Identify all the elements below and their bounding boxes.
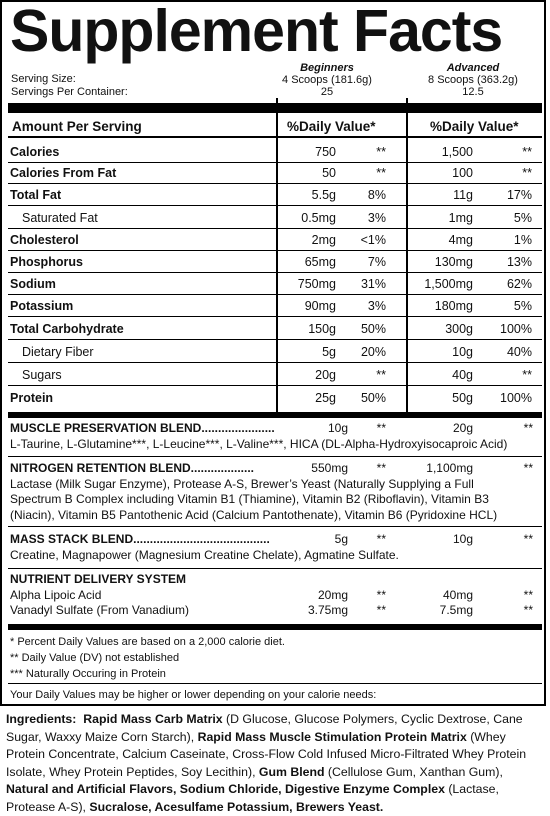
advanced-daily-value: 100%	[500, 391, 532, 405]
nutrient-name: Sodium	[10, 277, 56, 291]
nutrient-name: Saturated Fat	[22, 211, 98, 225]
divider	[8, 456, 542, 457]
ingredient-carb-matrix: Rapid Mass Carb Matrix	[83, 712, 223, 726]
row-divider	[8, 362, 542, 363]
vanadyl-beginners-amount: 3.75mg	[307, 603, 348, 617]
mass-blend-title: MASS STACK BLEND.........................................	[10, 532, 270, 546]
alpha-lipoic-advanced-dv: **	[523, 587, 533, 602]
footnote-naturally-occurring: *** Naturally Occuring in Protein	[10, 668, 166, 680]
footnote-calorie-needs: Your Daily Values may be higher or lower depending on your calorie needs:	[10, 689, 377, 701]
beginners-amount: 5.5g	[311, 188, 336, 202]
nutrient-row	[10, 387, 540, 409]
daily-value-header-beginners: %Daily Value*	[287, 119, 376, 134]
row-divider	[8, 205, 542, 206]
advanced-amount: 1mg	[448, 211, 473, 225]
servings-per-container-label: Servings Per Container:	[11, 86, 128, 98]
advanced-amount: 130mg	[434, 255, 473, 269]
advanced-daily-value: 1%	[513, 233, 532, 247]
nutrient-row	[10, 184, 540, 206]
advanced-amount: 11g	[453, 188, 473, 202]
alpha-lipoic-beginners-dv: **	[376, 587, 386, 602]
advanced-daily-value: 13%	[506, 255, 532, 269]
vanadyl-beginners-dv: **	[376, 603, 386, 617]
nitrogen-blend-beginners-amount: 550mg	[311, 461, 348, 475]
ingredient-carb-matrix-detail: (D Glucose, Glucose Polymers, Cyclic Dextrose, Cane Sugar, Waxxy Maize Corn Starch),	[6, 712, 523, 744]
ingredient-protein-matrix: Rapid Mass Muscle Stimulation Protein Matrix	[197, 729, 467, 744]
divider	[8, 526, 542, 527]
mass-blend-beginners-amount: 5g	[334, 532, 348, 546]
amount-per-serving-header: Amount Per Serving	[12, 119, 142, 134]
divider	[8, 683, 542, 684]
nutrient-row	[10, 229, 540, 251]
nutrient-name: Potassium	[10, 299, 74, 313]
ingredient-gum-blend-detail: (Cellulose Gum, Xanthan Gum),	[324, 764, 503, 779]
nitrogen-blend-advanced-amount: 1,100mg	[426, 461, 473, 475]
delivery-item-alpha-lipoic: Alpha Lipoic Acid	[10, 587, 102, 602]
beginners-servings: 25	[320, 86, 334, 98]
mass-blend-ingredients: Creatine, Magnapower (Magnesium Creatine Chelate), Agmatine Sulfate.	[10, 547, 399, 562]
muscle-blend-advanced-amount: 20g	[452, 421, 473, 435]
advanced-amount: 1,500	[441, 145, 473, 159]
advanced-daily-value: **	[522, 368, 532, 382]
beginners-daily-value: 50%	[360, 322, 386, 336]
muscle-blend-advanced-dv: **	[523, 421, 533, 435]
beginners-daily-value: 7%	[367, 255, 386, 269]
divider	[8, 568, 542, 569]
beginners-header	[257, 62, 397, 98]
beginners-title: Beginners	[300, 62, 354, 74]
nutrient-name: Calories From Fat	[10, 166, 117, 180]
advanced-amount: 40g	[452, 368, 473, 382]
nutrient-row	[10, 207, 540, 229]
serving-size-label: Serving Size:	[11, 73, 76, 85]
beginners-amount: 50	[322, 166, 336, 180]
beginners-daily-value: 8%	[367, 188, 386, 202]
beginners-amount: 25g	[315, 391, 336, 405]
advanced-daily-value: 17%	[506, 188, 532, 202]
row-divider	[8, 385, 542, 386]
nutrient-row	[10, 251, 540, 273]
beginners-amount: 65mg	[304, 255, 336, 269]
nutrient-name: Cholesterol	[10, 233, 79, 247]
nutrient-name: Total Fat	[10, 188, 62, 202]
nutrient-name: Phosphorus	[10, 255, 83, 269]
nitrogen-blend-advanced-dv: **	[523, 461, 533, 475]
nutrient-name: Total Carbohydrate	[10, 322, 124, 336]
beginners-amount: 20g	[315, 368, 336, 382]
alpha-lipoic-advanced-amount: 40mg	[442, 587, 473, 602]
nutrient-name: Calories	[10, 145, 60, 159]
advanced-daily-value: **	[522, 166, 532, 180]
advanced-amount: 180mg	[434, 299, 473, 313]
ingredient-protein-matrix-detail: (Whey Protein Concentrate, Calcium Caseinate, Cross-Flow Cold Infused Micro-Filtrated Whey Protein Isolate, Whey Protein Peptides, Soy Lecithin),	[6, 729, 527, 779]
muscle-blend-beginners-dv: **	[376, 421, 386, 435]
beginners-amount: 90mg	[304, 299, 336, 313]
advanced-amount: 50g	[452, 391, 473, 405]
muscle-blend-ingredients: L-Taurine, L-Glutamine***, L-Leucine***, L-Valine***, HICA (DL-Alpha-Hydroxyisocaproic Acid)	[10, 436, 508, 451]
ingredients-label: Ingredients:	[6, 712, 77, 726]
mass-blend-beginners-dv: **	[376, 532, 386, 546]
beginners-daily-value: 50%	[360, 391, 386, 405]
advanced-daily-value: 100%	[500, 322, 532, 336]
footnote-dv-not-established: ** Daily Value (DV) not established	[10, 652, 180, 664]
beginners-amount: 150g	[308, 322, 336, 336]
nitrogen-blend-ingredients-line-2: Spectrum B Complex including Vitamin B1 (Thiamine), Vitamin B2 (Riboflavin), Vitamin B3	[10, 492, 489, 506]
beginners-daily-value: **	[376, 145, 386, 159]
footnote-daily-values: * Percent Daily Values are based on a 2,000 calorie diet.	[10, 636, 285, 648]
advanced-serving-size: 8 Scoops (363.2g)	[428, 74, 518, 86]
panel-title: Supplement Facts	[10, 0, 503, 64]
beginners-amount: 750mg	[297, 277, 336, 291]
advanced-amount: 4mg	[448, 233, 473, 247]
beginners-daily-value: 31%	[360, 277, 386, 291]
advanced-daily-value: 40%	[506, 345, 532, 359]
beginners-serving-size: 4 Scoops (181.6g)	[282, 74, 372, 86]
beginners-daily-value: **	[376, 166, 386, 180]
advanced-header	[403, 62, 543, 98]
nutrient-row	[10, 341, 540, 363]
advanced-servings: 12.5	[462, 86, 484, 98]
nutrient-row	[10, 318, 540, 340]
beginners-amount: 2mg	[311, 233, 336, 247]
advanced-amount: 1,500mg	[424, 277, 473, 291]
vanadyl-advanced-amount: 7.5mg	[439, 603, 473, 617]
ingredient-sweeteners: Sucralose, Acesulfame Potassium, Brewers Yeast.	[89, 799, 384, 814]
vanadyl-advanced-dv: **	[523, 603, 533, 617]
advanced-daily-value: 5%	[513, 299, 532, 313]
beginners-amount: 5g	[322, 345, 336, 359]
ingredient-enzyme-detail: (Lactase, Protease A-S),	[6, 782, 499, 814]
nutrient-row	[10, 162, 540, 184]
beginners-amount: 0.5mg	[301, 211, 336, 225]
advanced-amount: 100	[452, 166, 473, 180]
beginners-daily-value: 3%	[367, 211, 386, 225]
advanced-title: Advanced	[446, 62, 500, 74]
header-divider	[8, 136, 542, 138]
delivery-item-vanadyl: Vanadyl Sulfate (From Vanadium)	[10, 603, 189, 617]
row-divider	[8, 316, 542, 317]
beginners-daily-value: <1%	[360, 233, 386, 247]
nitrogen-blend-ingredients-line-1: Lactase (Milk Sugar Enzyme), Protease A-S, Brewer’s Yeast (Naturally Supplying a Full	[10, 476, 474, 491]
beginners-amount: 750	[315, 145, 336, 159]
nutrient-row	[10, 295, 540, 317]
advanced-daily-value: 5%	[513, 211, 532, 225]
thick-divider-footnotes	[8, 624, 542, 630]
advanced-amount: 10g	[452, 345, 473, 359]
nutrient-name: Sugars	[22, 368, 62, 382]
thick-divider-blends	[8, 412, 542, 418]
mass-blend-advanced-amount: 10g	[452, 532, 473, 546]
nutrient-row	[10, 141, 540, 163]
daily-value-header-advanced: %Daily Value*	[430, 119, 519, 134]
delivery-title: NUTRIENT DELIVERY SYSTEM	[10, 572, 187, 586]
nitrogen-blend-beginners-dv: **	[376, 461, 386, 475]
advanced-amount: 300g	[445, 322, 473, 336]
ingredient-flavors-enzymes: Natural and Artificial Flavors, Sodium Chloride, Digestive Enzyme Complex	[6, 782, 445, 796]
ingredients-paragraph	[6, 711, 544, 816]
advanced-daily-value: **	[522, 145, 532, 159]
beginners-daily-value: **	[376, 368, 386, 382]
thick-divider	[8, 103, 542, 113]
alpha-lipoic-beginners-amount: 20mg	[317, 587, 348, 602]
nutrient-row	[10, 273, 540, 295]
nutrient-row	[10, 364, 540, 386]
nutrient-name: Dietary Fiber	[22, 345, 94, 359]
beginners-daily-value: 20%	[360, 345, 386, 359]
nitrogen-blend-ingredients-line-3: (Niacin), Vitamin B5 Pantothenic Acid (Calcium Pantothenate), Vitamin B6 (Pyridoxine HCL)	[10, 507, 498, 522]
advanced-daily-value: 62%	[506, 277, 532, 291]
nitrogen-blend-title: NITROGEN RETENTION BLEND...................	[10, 461, 255, 475]
beginners-daily-value: 3%	[367, 299, 386, 313]
row-divider	[8, 339, 542, 340]
muscle-blend-beginners-amount: 10g	[327, 421, 348, 435]
ingredient-gum-blend: Gum Blend	[258, 764, 325, 779]
nutrient-name: Protein	[10, 391, 54, 405]
muscle-blend-title: MUSCLE PRESERVATION BLEND......................	[10, 421, 275, 435]
mass-blend-advanced-dv: **	[523, 532, 533, 546]
